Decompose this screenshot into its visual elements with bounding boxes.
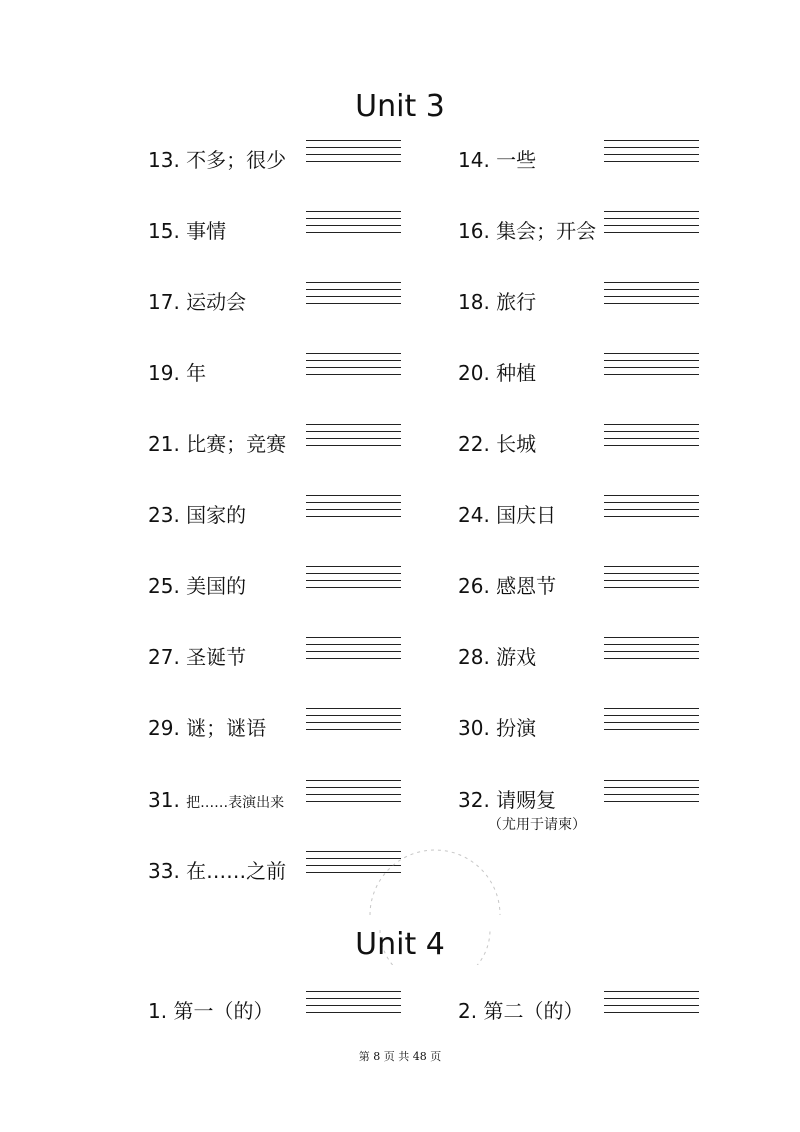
answer-lines[interactable]	[604, 424, 699, 450]
item-text: 把……表演出来	[186, 795, 285, 811]
answer-lines[interactable]	[604, 211, 699, 237]
item-number: 31.	[148, 788, 180, 812]
vocab-label: 26. 感恩节	[458, 574, 557, 598]
vocab-item	[148, 647, 408, 687]
vocab-item	[148, 434, 408, 474]
vocab-label: 20. 种植	[458, 361, 537, 385]
vocab-label: 1. 第一（的）	[148, 999, 274, 1023]
vocab-item	[458, 150, 708, 190]
vocab-label: 13. 不多；很少	[148, 148, 287, 172]
answer-lines[interactable]	[604, 780, 699, 806]
vocab-item	[458, 505, 708, 545]
vocab-item	[148, 576, 408, 616]
vocab-label: 25. 美国的	[148, 574, 247, 598]
vocab-item	[148, 221, 408, 261]
vocab-item	[458, 434, 708, 474]
answer-lines[interactable]	[306, 780, 401, 806]
answer-lines[interactable]	[306, 637, 401, 663]
answer-lines[interactable]	[306, 424, 401, 450]
vocab-label: 2. 第二（的）	[458, 999, 584, 1023]
answer-lines[interactable]	[604, 353, 699, 379]
answer-lines[interactable]	[604, 708, 699, 734]
answer-lines[interactable]	[604, 991, 699, 1017]
answer-lines[interactable]	[604, 282, 699, 308]
vocab-item	[148, 790, 408, 830]
answer-lines[interactable]	[604, 637, 699, 663]
answer-lines[interactable]	[306, 991, 401, 1017]
vocab-item	[148, 363, 408, 403]
vocab-item	[458, 363, 708, 403]
unit3-title: Unit 3	[355, 89, 445, 124]
vocab-item	[148, 505, 408, 545]
vocab-label: 29. 谜；谜语	[148, 716, 267, 740]
answer-lines[interactable]	[306, 140, 401, 166]
vocab-label: 30. 扮演	[458, 716, 537, 740]
vocab-label: 18. 旅行	[458, 290, 537, 314]
vocab-label: 33. 在……之前	[148, 859, 287, 883]
vocab-item	[458, 788, 708, 833]
vocab-label: 22. 长城	[458, 432, 537, 456]
answer-lines[interactable]	[306, 566, 401, 592]
vocab-label: 23. 国家的	[148, 503, 247, 527]
vocab-item	[148, 292, 408, 332]
vocab-item	[458, 292, 708, 332]
vocab-item	[458, 1001, 708, 1041]
vocab-item	[458, 647, 708, 687]
vocab-label: 16. 集会；开会	[458, 219, 597, 243]
vocab-label: 19. 年	[148, 361, 207, 385]
vocab-label: 27. 圣诞节	[148, 645, 247, 669]
vocab-item	[148, 718, 408, 758]
vocab-label: 14. 一些	[458, 148, 537, 172]
usage-note: （尤用于请柬）	[488, 817, 586, 833]
vocab-label	[148, 790, 284, 810]
vocab-item	[458, 718, 708, 758]
vocab-label: 24. 国庆日	[458, 503, 557, 527]
vocab-item	[148, 150, 408, 190]
answer-lines[interactable]	[306, 495, 401, 521]
answer-lines[interactable]	[604, 140, 699, 166]
vocab-item	[458, 221, 708, 261]
vocab-label: 17. 运动会	[148, 290, 247, 314]
unit4-title: Unit 4	[355, 927, 445, 962]
answer-lines[interactable]	[604, 495, 699, 521]
page-footer: 第 8 页 共 48 页	[358, 1050, 442, 1063]
vocab-label: 28. 游戏	[458, 645, 537, 669]
answer-lines[interactable]	[306, 708, 401, 734]
answer-lines[interactable]	[306, 353, 401, 379]
vocab-label: 15. 事情	[148, 219, 227, 243]
vocab-label: 32. 请赐复	[458, 788, 557, 812]
answer-lines[interactable]	[604, 566, 699, 592]
vocab-item	[148, 1001, 408, 1041]
vocab-item	[458, 576, 708, 616]
answer-lines[interactable]	[306, 282, 401, 308]
answer-lines[interactable]	[306, 211, 401, 237]
vocab-label: 21. 比赛；竞赛	[148, 432, 287, 456]
